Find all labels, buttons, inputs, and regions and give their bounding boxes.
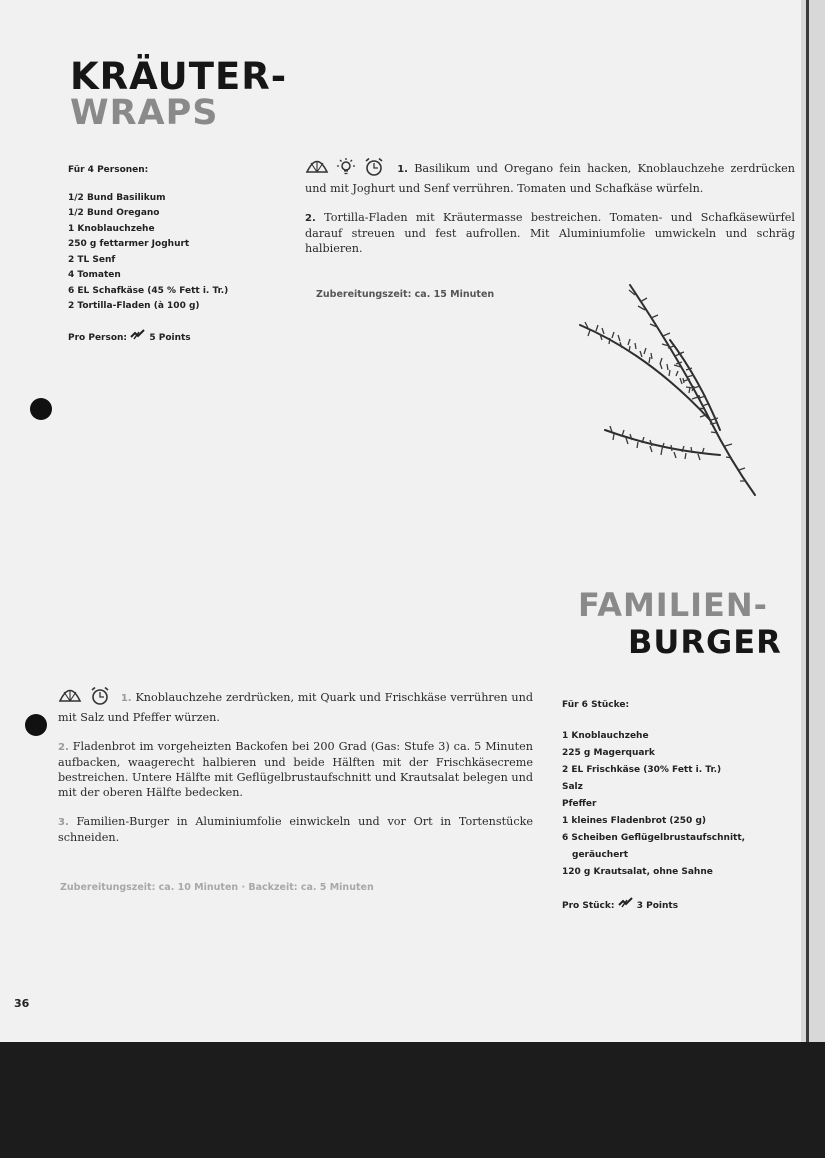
rosemary-illustration [570,280,770,505]
recipe2-step-3 [58,814,533,845]
scan-bottom-band [0,1042,825,1158]
ingredient-item: 225 g Magerquark [562,748,655,758]
ingredient-item: 2 TL Senf [68,254,116,265]
recipe1-servings: Für 4 Personen: [68,165,149,175]
recipe1-ingredients [68,163,228,346]
ingredient-item: 1/2 Bund Basilikum [68,192,166,203]
ingredient-item: Salz [562,782,583,792]
binder-hole-top [30,398,52,420]
recipe2-prep-time: Zubereitungszeit: ca. 10 Minuten · Backzeit: ca. 5 Minuten [60,882,374,893]
recipe1-points [68,329,228,347]
alarm-clock-icon [89,686,111,710]
ingredient-item: 1 Knoblauchzehe [562,731,649,741]
ingredient-item: 4 Tomaten [68,270,121,280]
points-label: Pro Person: [68,332,128,343]
step-text: Familien-Burger in Aluminiumfolie einwickeln und vor Ort in Tortenstücke schneiden. [58,815,533,844]
ingredient-item: 1 kleines Fladenbrot (250 g) [562,816,707,826]
shell-icon [305,157,329,181]
recipe1-prep-time: Zubereitungszeit: ca. 15 Minuten [316,289,495,300]
step-number: 2. [58,742,69,753]
ingredient-item: geräuchert [572,850,629,860]
step-number: 2. [305,213,316,224]
page-edge-line [806,0,809,1050]
recipe2-icons [58,686,111,710]
step-text: Tortilla-Fladen mit Kräutermasse bestreichen. Tomaten- und Schafkäsewürfel darauf streuen und fest aufrollen. Mit Aluminiumfolie umwickeln und schräg halbieren. [305,211,795,255]
alarm-clock-icon [363,157,385,181]
page-number: 36 [14,997,30,1010]
page-edge [801,0,825,1158]
ingredient-item: Pfeffer [562,799,597,809]
ingredient-item: 250 g fettarmer Joghurt [68,239,190,249]
recipe2-points [562,897,745,915]
ingredient-item: 6 Scheiben Geflügelbrustaufschnitt, [562,833,746,843]
points-logo-icon [130,333,149,343]
ingredient-item: 120 g Krautsalat, ohne Sahne [562,867,713,877]
shell-icon [58,686,82,710]
ingredient-item: 1/2 Bund Oregano [68,208,160,218]
recipe2-title-line2: BURGER [628,623,782,661]
recipe2-ingredients [562,697,745,915]
ingredient-item: 1 Knoblauchzehe [68,223,155,234]
points-label: Pro Stück: [562,901,615,911]
ingredient-item: 2 Tortilla-Fladen (à 100 g) [68,301,200,311]
ingredient-item: 2 EL Frischkäse (30% Fett i. Tr.) [562,765,722,775]
recipe2-title-line1: FAMILIEN- [578,586,768,624]
recipe2-instructions [58,686,533,859]
recipe1-step-2 [305,210,795,256]
recipe1-title-line1: KRÄUTER- [70,55,288,98]
recipe1-title-line2: WRAPS [70,93,219,133]
step-text: Basilikum und Oregano fein hacken, Knoblauchzehe zerdrücken und mit Joghurt und Senf verrühren. Tomaten und Schafkäse würfeln. [305,162,795,195]
recipe1-step-1 [305,157,795,196]
recipe1-icons [305,157,385,181]
recipe1-instructions [305,157,795,270]
recipe2-step-2 [58,739,533,800]
lightbulb-icon [336,157,356,181]
points-logo-icon [618,901,637,911]
recipe2-servings: Für 6 Stücke: [562,700,630,710]
binder-hole-bottom [25,714,47,736]
step-number: 1. [120,693,132,704]
recipe2-step-1 [58,686,533,725]
step-number: 1. [397,164,408,175]
points-value: 3 Points [636,901,679,911]
points-value: 5 Points [149,332,191,343]
step-number: 3. [58,817,69,828]
ingredient-item: 6 EL Schafkäse (45 % Fett i. Tr.) [68,285,229,296]
step-text: Knoblauchzehe zerdrücken, mit Quark und Frischkäse verrühren und mit Salz und Pfeffer würzen. [58,691,533,724]
step-text: Fladenbrot im vorgeheizten Backofen bei 200 Grad (Gas: Stufe 3) ca. 5 Minuten aufbacken, waagerecht halbieren und beide Hälften mit der Frischkäsecreme bestreichen. Untere Hälfte mit Geflügelbrustaufschnitt und Krautsalat belegen und mit der oberen Hälfte bedecken. [58,740,533,799]
